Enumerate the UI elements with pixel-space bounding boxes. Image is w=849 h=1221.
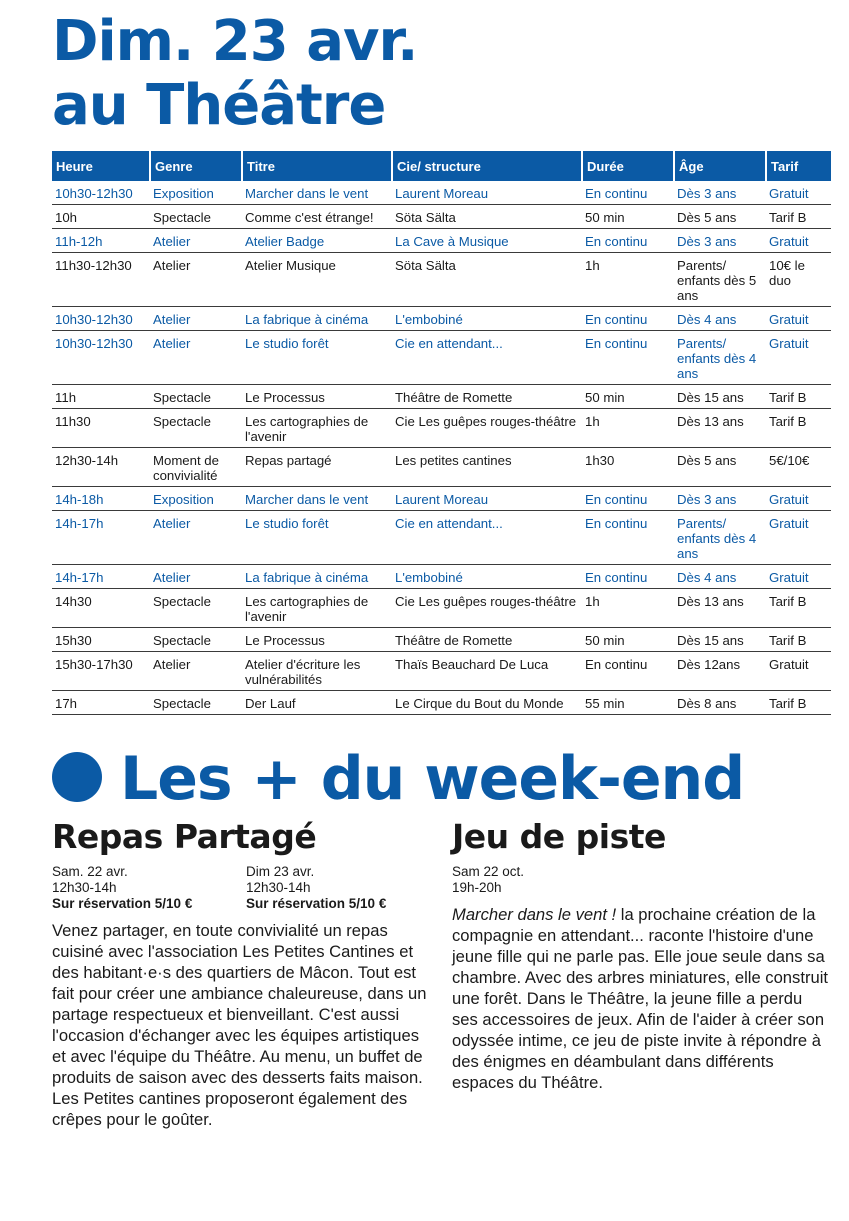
cell-titre: Le Processus <box>242 628 392 652</box>
cell-structure: Laurent Moreau <box>392 487 582 511</box>
cell-heure: 10h30-12h30 <box>52 331 150 385</box>
cell-heure: 10h30-12h30 <box>52 181 150 205</box>
cell-titre: Les cartographies de l'avenir <box>242 589 392 628</box>
cell-age: Dès 4 ans <box>674 565 766 589</box>
cell-genre: Spectacle <box>150 409 242 448</box>
page-title <box>52 10 417 138</box>
cell-genre: Exposition <box>150 181 242 205</box>
cell-titre: Atelier Badge <box>242 229 392 253</box>
table-row <box>52 409 831 448</box>
cell-age: Dès 13 ans <box>674 589 766 628</box>
cell-titre: La fabrique à cinéma <box>242 565 392 589</box>
table-row <box>52 385 831 409</box>
cell-age: Dès 8 ans <box>674 691 766 715</box>
cell-tarif: Gratuit <box>766 511 831 565</box>
cell-duree: En continu <box>582 565 674 589</box>
weekend-heading <box>52 744 744 814</box>
cell-duree: En continu <box>582 652 674 691</box>
cell-age: Dès 4 ans <box>674 307 766 331</box>
cell-genre: Spectacle <box>150 589 242 628</box>
table-row <box>52 229 831 253</box>
table-row <box>52 181 831 205</box>
jeu-date <box>452 864 652 896</box>
cell-titre: Comme c'est étrange! <box>242 205 392 229</box>
table-header-row <box>52 151 831 181</box>
cell-titre: La fabrique à cinéma <box>242 307 392 331</box>
jeu-date-day: Sam 22 oct. <box>452 864 525 879</box>
cell-titre: Le Processus <box>242 385 392 409</box>
cell-tarif: Gratuit <box>766 229 831 253</box>
cell-titre: Le studio forêt <box>242 511 392 565</box>
cell-age: Dès 15 ans <box>674 385 766 409</box>
column-header-titre: Titre <box>242 151 392 181</box>
table-row <box>52 628 831 652</box>
cell-duree: 1h30 <box>582 448 674 487</box>
cell-duree: 50 min <box>582 205 674 229</box>
cell-tarif: Tarif B <box>766 589 831 628</box>
program-table <box>52 151 831 715</box>
cell-heure: 14h-17h <box>52 565 150 589</box>
repas-date-2-day: Dim 23 avr. <box>246 864 315 879</box>
cell-genre: Atelier <box>150 652 242 691</box>
cell-tarif: Gratuit <box>766 181 831 205</box>
table-body <box>52 181 831 715</box>
bullet-dot-icon <box>52 752 102 802</box>
cell-duree: 55 min <box>582 691 674 715</box>
repas-date-1-day: Sam. 22 avr. <box>52 864 128 879</box>
weekend-heading-text: Les + du week-end <box>120 744 745 814</box>
cell-age: Dès 3 ans <box>674 181 766 205</box>
cell-titre: Repas partagé <box>242 448 392 487</box>
column-header-age: Âge <box>674 151 766 181</box>
cell-age: Parents/ enfants dès 5 ans <box>674 253 766 307</box>
cell-structure: L'embobiné <box>392 307 582 331</box>
cell-tarif: 5€/10€ <box>766 448 831 487</box>
cell-structure: Söta Sälta <box>392 253 582 307</box>
cell-duree: En continu <box>582 331 674 385</box>
repas-date-1-time: 12h30-14h <box>52 880 117 895</box>
table-row <box>52 652 831 691</box>
column-header-tarif: Tarif <box>766 151 831 181</box>
cell-duree: 50 min <box>582 385 674 409</box>
cell-age: Parents/ enfants dès 4 ans <box>674 331 766 385</box>
cell-age: Dès 3 ans <box>674 487 766 511</box>
cell-duree: 50 min <box>582 628 674 652</box>
cell-structure: Cie en attendant... <box>392 331 582 385</box>
cell-heure: 15h30-17h30 <box>52 652 150 691</box>
cell-tarif: Tarif B <box>766 385 831 409</box>
repas-title: Repas Partagé <box>52 817 317 856</box>
cell-structure: Laurent Moreau <box>392 181 582 205</box>
cell-heure: 15h30 <box>52 628 150 652</box>
cell-titre: Atelier d'écriture les vulnérabilités <box>242 652 392 691</box>
cell-structure: Théâtre de Romette <box>392 628 582 652</box>
cell-genre: Atelier <box>150 229 242 253</box>
jeu-text <box>452 904 830 1093</box>
column-header-duree: Durée <box>582 151 674 181</box>
repas-date-2 <box>246 864 436 912</box>
cell-tarif: Gratuit <box>766 307 831 331</box>
cell-genre: Spectacle <box>150 205 242 229</box>
cell-titre: Der Lauf <box>242 691 392 715</box>
repas-date-1 <box>52 864 242 912</box>
table-row <box>52 205 831 229</box>
table-row <box>52 511 831 565</box>
cell-genre: Spectacle <box>150 691 242 715</box>
page-title-line1: Dim. 23 avr. <box>52 9 418 74</box>
cell-heure: 12h30-14h <box>52 448 150 487</box>
cell-age: Dès 5 ans <box>674 205 766 229</box>
table-row <box>52 331 831 385</box>
cell-heure: 14h-18h <box>52 487 150 511</box>
cell-duree: En continu <box>582 181 674 205</box>
cell-tarif: Gratuit <box>766 331 831 385</box>
column-header-structure: Cie/ structure <box>392 151 582 181</box>
cell-tarif: 10€ le duo <box>766 253 831 307</box>
cell-structure: Thaïs Beauchard De Luca <box>392 652 582 691</box>
cell-genre: Moment de convivialité <box>150 448 242 487</box>
cell-titre: Les cartographies de l'avenir <box>242 409 392 448</box>
cell-heure: 11h30-12h30 <box>52 253 150 307</box>
cell-duree: 1h <box>582 253 674 307</box>
cell-structure: Cie Les guêpes rouges-théâtre <box>392 409 582 448</box>
column-header-heure: Heure <box>52 151 150 181</box>
cell-duree: En continu <box>582 487 674 511</box>
cell-genre: Spectacle <box>150 628 242 652</box>
cell-titre: Le studio forêt <box>242 331 392 385</box>
cell-heure: 11h <box>52 385 150 409</box>
repas-date-2-note: Sur réservation 5/10 € <box>246 896 387 911</box>
cell-heure: 11h-12h <box>52 229 150 253</box>
cell-tarif: Tarif B <box>766 205 831 229</box>
cell-titre: Atelier Musique <box>242 253 392 307</box>
page-title-line2: au Théâtre <box>52 73 386 138</box>
cell-genre: Atelier <box>150 253 242 307</box>
cell-duree: En continu <box>582 307 674 331</box>
cell-genre: Exposition <box>150 487 242 511</box>
cell-heure: 11h30 <box>52 409 150 448</box>
cell-duree: En continu <box>582 511 674 565</box>
cell-heure: 10h <box>52 205 150 229</box>
cell-structure: Cie Les guêpes rouges-théâtre <box>392 589 582 628</box>
jeu-text-italic: Marcher dans le vent ! <box>452 905 617 924</box>
cell-structure: La Cave à Musique <box>392 229 582 253</box>
cell-structure: Les petites cantines <box>392 448 582 487</box>
repas-date-2-time: 12h30-14h <box>246 880 311 895</box>
cell-titre: Marcher dans le vent <box>242 487 392 511</box>
cell-tarif: Gratuit <box>766 565 831 589</box>
cell-genre: Atelier <box>150 511 242 565</box>
cell-age: Dès 12ans <box>674 652 766 691</box>
cell-duree: 1h <box>582 409 674 448</box>
cell-structure: Cie en attendant... <box>392 511 582 565</box>
cell-tarif: Tarif B <box>766 628 831 652</box>
jeu-text-body: la prochaine création de la compagnie en attendant... raconte l'histoire d'une jeune fille qui ne parle pas. Elle joue seule dans sa chambre. Avec des arbres miniatures, elle construit une forêt. Dans le Théâtre, la jeune fille a perdu ses accessoires de jeux. Afin de l'aider à créer son odyssée intime, ce jeu de piste invite à répondre à des énigmes en déambulant dans différents espaces du Théâtre. <box>452 905 828 1092</box>
cell-structure: L'embobiné <box>392 565 582 589</box>
repas-date-1-note: Sur réservation 5/10 € <box>52 896 193 911</box>
table-row <box>52 448 831 487</box>
cell-genre: Atelier <box>150 307 242 331</box>
cell-age: Dès 13 ans <box>674 409 766 448</box>
cell-structure: Théâtre de Romette <box>392 385 582 409</box>
table-row <box>52 487 831 511</box>
cell-genre: Atelier <box>150 565 242 589</box>
cell-tarif: Gratuit <box>766 652 831 691</box>
cell-tarif: Tarif B <box>766 409 831 448</box>
cell-age: Parents/ enfants dès 4 ans <box>674 511 766 565</box>
table-row <box>52 253 831 307</box>
cell-age: Dès 3 ans <box>674 229 766 253</box>
repas-text: Venez partager, en toute convivialité un repas cuisiné avec l'association Les Petites Cantines et des habitant·e·s des quartiers de Mâcon. Tout est fait pour créer une ambiance chaleureuse, dans un partage respectueux et bienveillant. C'est aussi l'occasion d'échanger avec les équipes artistiques et avec l'équipe du Théâtre. Au menu, un buffet de produits de saison avec des desserts faits maison. Les Petites cantines proposeront également des crêpes pour le goûter. <box>52 921 427 1129</box>
cell-genre: Spectacle <box>150 385 242 409</box>
column-header-genre: Genre <box>150 151 242 181</box>
table-row <box>52 691 831 715</box>
cell-heure: 14h30 <box>52 589 150 628</box>
cell-tarif: Tarif B <box>766 691 831 715</box>
jeu-title: Jeu de piste <box>452 817 666 856</box>
table-row <box>52 307 831 331</box>
cell-titre: Marcher dans le vent <box>242 181 392 205</box>
table-row <box>52 589 831 628</box>
cell-genre: Atelier <box>150 331 242 385</box>
cell-age: Dès 15 ans <box>674 628 766 652</box>
cell-duree: En continu <box>582 229 674 253</box>
cell-heure: 10h30-12h30 <box>52 307 150 331</box>
cell-heure: 17h <box>52 691 150 715</box>
cell-heure: 14h-17h <box>52 511 150 565</box>
jeu-date-time: 19h-20h <box>452 880 502 895</box>
table-row <box>52 565 831 589</box>
cell-age: Dès 5 ans <box>674 448 766 487</box>
cell-structure: Le Cirque du Bout du Monde <box>392 691 582 715</box>
cell-duree: 1h <box>582 589 674 628</box>
cell-structure: Söta Sälta <box>392 205 582 229</box>
cell-tarif: Gratuit <box>766 487 831 511</box>
